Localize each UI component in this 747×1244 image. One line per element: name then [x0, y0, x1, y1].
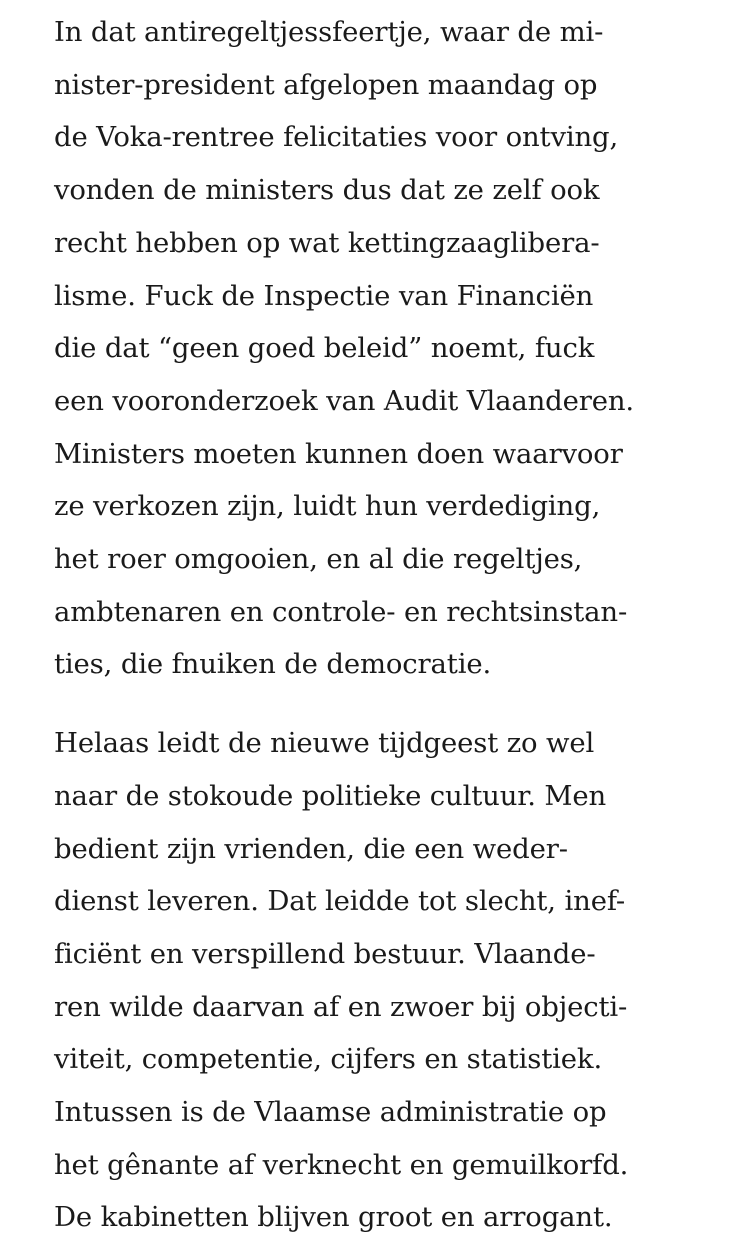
text-line: ficiënt en verspillend bestuur. Vlaande- [54, 937, 596, 970]
text-line: ambtenaren en controle- en rechtsinstan- [54, 595, 628, 628]
text-line: lisme. Fuck de Inspectie van Financiën [54, 279, 594, 312]
text-line: ties, die fnuiken de democratie. [54, 648, 492, 681]
text-line: Helaas leidt de nieuwe tijdgeest zo wel [54, 727, 595, 760]
text-line: viteit, competentie, cijfers en statistiek. [54, 1043, 603, 1076]
text-line: ze verkozen zijn, luidt hun verdediging, [54, 490, 601, 523]
paragraph-1 [54, 6, 734, 691]
text-line: Ministers moeten kunnen doen waarvoor [54, 437, 623, 470]
text-line: nister-president afgelopen maandag op [54, 68, 598, 101]
text-line: een vooronderzoek van Audit Vlaanderen. [54, 384, 635, 417]
text-line: die dat “geen goed beleid” noemt, fuck [54, 332, 595, 365]
text-line: naar de stokoude politieke cultuur. Men [54, 779, 607, 812]
text-line: de Voka-rentree felicitaties voor ontving, [54, 121, 619, 154]
text-line: vonden de ministers dus dat ze zelf ook [54, 174, 600, 207]
text-line: In dat antiregeltjessfeertje, waar de mi- [54, 16, 604, 48]
article-body [54, 6, 734, 1244]
text-line: Intussen is de Vlaamse administratie op [54, 1096, 607, 1129]
text-line: het roer omgooien, en al die regeltjes, [54, 543, 583, 576]
text-line: De kabinetten blijven groot en arrogant. [54, 1201, 613, 1234]
text-line: ren wilde daarvan af en zwoer bij objecti- [54, 990, 628, 1023]
paragraph-2 [54, 717, 734, 1244]
text-line: dienst leveren. Dat leidde tot slecht, inef- [54, 885, 626, 918]
text-line: het gênante af verknecht en gemuilkorfd. [54, 1148, 629, 1181]
text-line: recht hebben op wat kettingzaaglibera- [54, 226, 600, 259]
text-line: bedient zijn vrienden, die een weder- [54, 832, 568, 865]
